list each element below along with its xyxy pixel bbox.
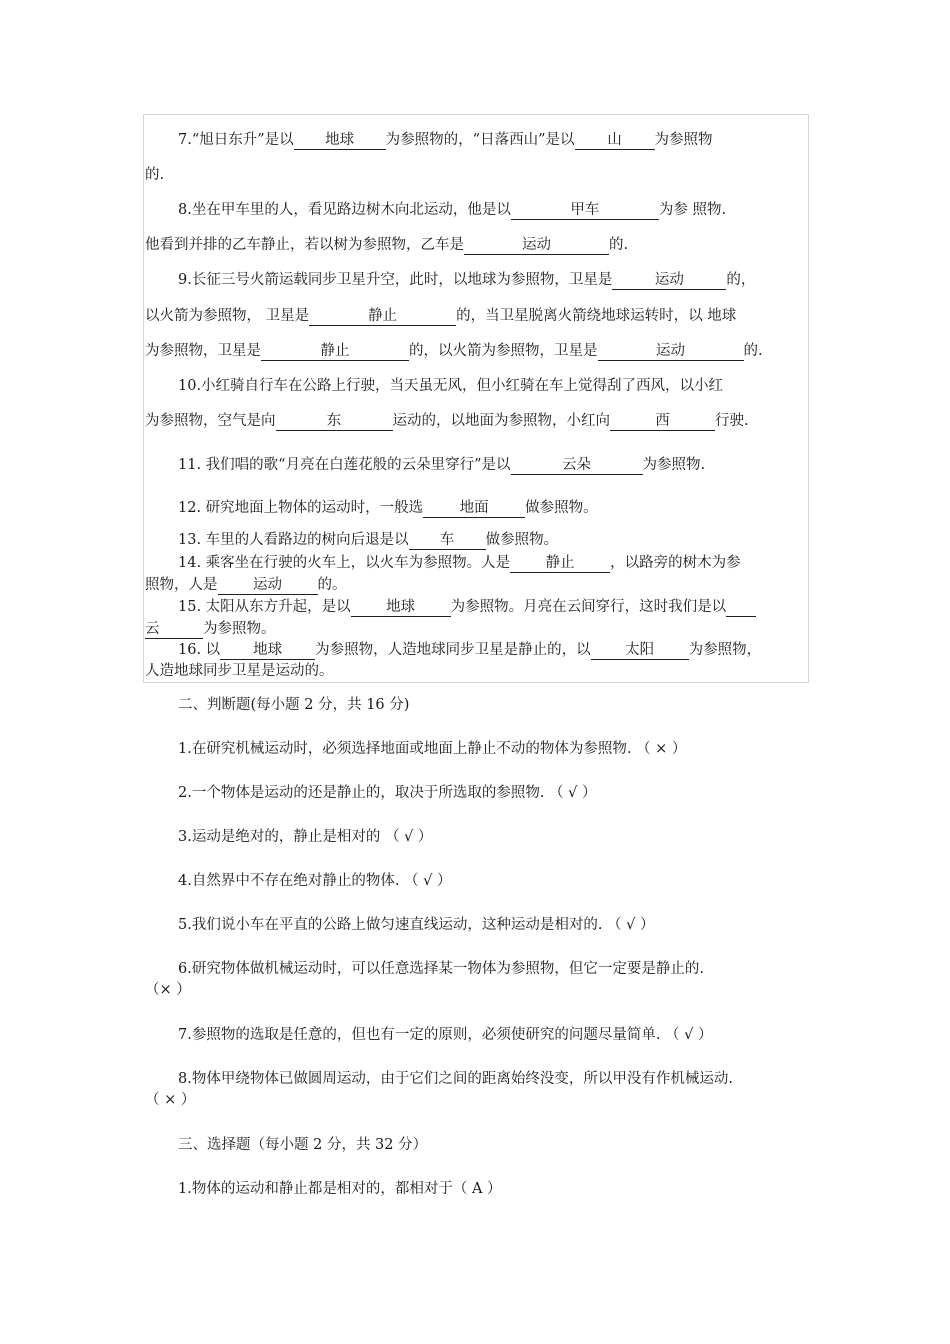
judge-item-continuation: （× ） bbox=[145, 982, 191, 998]
answer-blank: 运动 bbox=[218, 576, 318, 595]
judge-item: 6.研究物体做机械运动时，可以任意选择某一物体为参照物，但它一定要是静止的. bbox=[178, 961, 704, 977]
question-text: 的。 bbox=[317, 577, 347, 593]
question-text: 7.“旭日东升”是以 bbox=[178, 132, 294, 148]
question-text: 的，当卫星脱离火箭绕地球运转时，以 地球 bbox=[456, 308, 737, 324]
question-text: 12. 研究地面上物体的运动时，一般选 bbox=[178, 500, 424, 516]
answer-blank: 西 bbox=[610, 412, 715, 431]
question-text: 11. 我们唱的歌“月亮在白莲花般的云朵里穿行”是以 bbox=[178, 457, 511, 473]
judge-item-continuation: （ × ） bbox=[145, 1092, 196, 1108]
answer-blank: 运动 bbox=[598, 342, 744, 361]
question-9 bbox=[178, 270, 755, 290]
question-16-continuation: 人造地球同步卫星是运动的。 bbox=[145, 663, 334, 679]
question-text: 为参照物，空气是向 bbox=[145, 413, 276, 429]
question-text: 照物，人是 bbox=[145, 577, 218, 593]
question-text: 的. bbox=[743, 343, 763, 359]
question-14 bbox=[178, 553, 741, 573]
question-text: 做参照物。 bbox=[525, 500, 598, 516]
answer-blank: 地球 bbox=[294, 131, 386, 150]
question-text: 为参照物的，“日落西山”是以 bbox=[385, 132, 575, 148]
judge-item: 2.一个物体是运动的还是静止的，取决于所选取的参照物. （ √ ） bbox=[178, 785, 597, 801]
question-9-line-3 bbox=[145, 341, 763, 361]
question-text: 8.坐在甲车里的人，看见路边树木向北运动，他是以 bbox=[178, 202, 511, 218]
question-text: 为参照物 bbox=[654, 132, 713, 148]
choice-question-1: 1.物体的运动和静止都是相对的，都相对于（ A ） bbox=[178, 1181, 502, 1197]
question-text: 14. 乘客坐在行驶的火车上，以火车为参照物。人是 bbox=[178, 555, 511, 571]
question-16 bbox=[178, 640, 761, 660]
question-text: 行驶. bbox=[715, 413, 749, 429]
judge-item: 3.运动是绝对的，静止是相对的 （ √ ） bbox=[178, 829, 433, 845]
answer-blank: 云朵 bbox=[511, 456, 643, 475]
question-text: 的， bbox=[726, 272, 756, 288]
judge-item: 8.物体甲绕物体已做圆周运动，由于它们之间的距离始终没变，所以甲没有作机械运动. bbox=[178, 1071, 733, 1087]
judge-item: 7.参照物的选取是任意的，但也有一定的原则，必须使研究的问题尽量简单. （ √ ） bbox=[178, 1027, 713, 1043]
question-8 bbox=[178, 200, 726, 220]
judge-item: 5.我们说小车在平直的公路上做匀速直线运动，这种运动是相对的. （ √ ） bbox=[178, 917, 655, 933]
question-8-line-2 bbox=[145, 235, 628, 255]
answer-blank: 山 bbox=[575, 131, 655, 150]
answer-blank: 地面 bbox=[423, 499, 525, 518]
question-10: 10.小红骑自行车在公路上行驶，当天虽无风，但小红骑在车上觉得刮了西风，以小红 bbox=[178, 378, 724, 394]
question-text: 为参照物。月亮在云间穿行，这时我们是以 bbox=[450, 599, 727, 615]
answer-blank: 甲车 bbox=[511, 201, 659, 220]
question-15-line-2 bbox=[145, 619, 276, 639]
answer-blank: 运动 bbox=[612, 271, 726, 290]
question-text: 为参照物，卫星是 bbox=[145, 343, 261, 359]
question-text: 以火箭为参照物， 卫星是 bbox=[145, 308, 310, 324]
question-text: 做参照物。 bbox=[485, 532, 559, 548]
judge-item: 4.自然界中不存在绝对静止的物体. （ √ ） bbox=[178, 873, 452, 889]
question-12 bbox=[178, 498, 598, 518]
question-text: 为参照物。 bbox=[203, 621, 276, 637]
answer-blank: 地球 bbox=[220, 641, 315, 660]
question-10-line-2 bbox=[145, 411, 749, 431]
answer-blank: 运动 bbox=[464, 236, 609, 255]
answer-blank: 车 bbox=[409, 531, 486, 550]
answer-blank-start bbox=[726, 598, 756, 617]
answer-blank: 地球 bbox=[351, 598, 451, 617]
question-11 bbox=[178, 455, 705, 475]
question-13 bbox=[178, 530, 558, 550]
section-heading-judge: 二、判断题(每小题 2 分，共 16 分) bbox=[178, 697, 410, 713]
question-text: 为参照物. bbox=[642, 457, 706, 473]
question-text: 的. bbox=[609, 237, 629, 253]
question-text: 13. 车里的人看路边的树向后退是以 bbox=[178, 532, 409, 548]
answer-blank: 云 bbox=[145, 620, 203, 639]
question-text: ，以路旁的树木为参 bbox=[610, 555, 741, 571]
question-text: 15. 太阳从东方升起，是以 bbox=[178, 599, 351, 615]
question-7 bbox=[178, 130, 713, 150]
question-7-continuation: 的. bbox=[145, 167, 165, 183]
question-text: 为参照物，人造地球同步卫星是静止的，以 bbox=[315, 642, 591, 658]
section-heading-choice: 三、选择题（每小题 2 分，共 32 分） bbox=[178, 1137, 428, 1153]
judge-item: 1.在研究机械运动时，必须选择地面或地面上静止不动的物体为参照物. （ × ） bbox=[178, 741, 687, 757]
question-text: 为参 照物. bbox=[658, 202, 727, 218]
question-15 bbox=[178, 597, 756, 617]
question-text: 他看到并排的乙车静止，若以树为参照物，乙车是 bbox=[145, 237, 464, 253]
answer-blank: 静止 bbox=[510, 554, 610, 573]
question-text: 运动的，以地面为参照物，小红向 bbox=[392, 413, 610, 429]
question-14-line-2 bbox=[145, 575, 347, 595]
question-text: 16. 以 bbox=[178, 642, 221, 658]
answer-blank: 东 bbox=[276, 412, 393, 431]
answer-blank: 太阳 bbox=[591, 641, 689, 660]
question-9-line-2 bbox=[145, 306, 736, 326]
answer-blank: 静止 bbox=[309, 307, 456, 326]
question-text: 的，以火箭为参照物，卫星是 bbox=[409, 343, 598, 359]
answer-blank: 静止 bbox=[261, 342, 409, 361]
question-text: 为参照物， bbox=[688, 642, 762, 658]
question-text: 9.长征三号火箭运载同步卫星升空，此时，以地球为参照物，卫星是 bbox=[178, 272, 613, 288]
